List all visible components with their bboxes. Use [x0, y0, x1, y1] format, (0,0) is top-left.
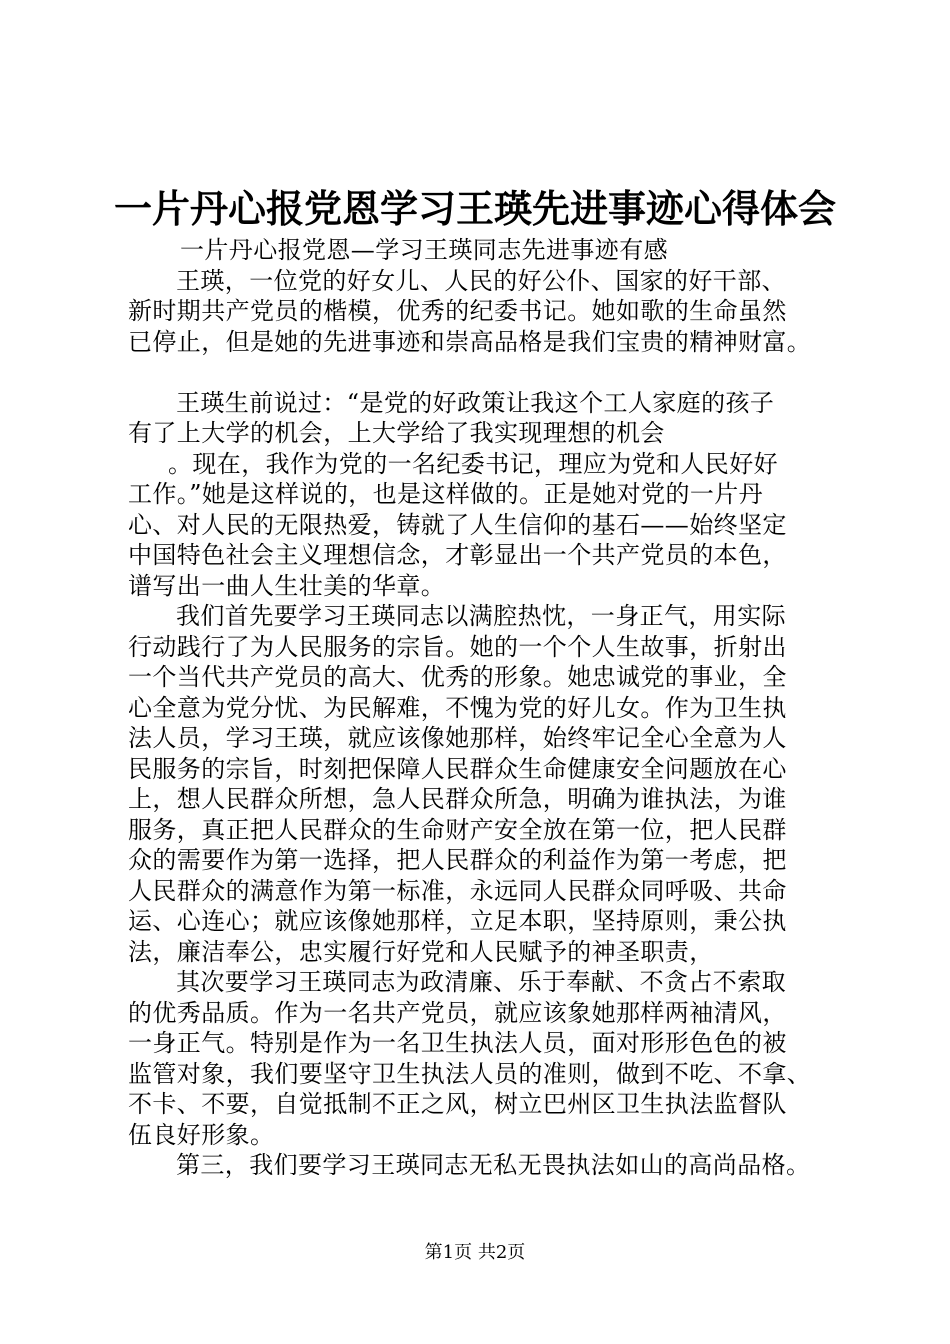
text-line: 新时期共产党员的楷模，优秀的纪委书记。她如歌的生命虽然 — [128, 297, 787, 325]
text-line: 一个当代共产党员的高大、优秀的形象。她忠诚党的事业，全 — [128, 663, 787, 691]
text-line: 我们首先要学习王瑛同志以满腔热忱，一身正气，用实际 — [176, 602, 786, 630]
document-title: 一片丹心报党恩学习王瑛先进事迹心得体会 — [113, 186, 836, 231]
text-line: 的优秀品质。作为一名共产党员，就应该象她那样两袖清风， — [128, 998, 787, 1027]
page-number: 第1页 共2页 — [424, 1242, 526, 1263]
text-line: 运、心连心；就应该像她那样，立足本职，坚持原则，秉公执 — [128, 907, 787, 935]
text-line: 有了上大学的机会，上大学给了我实现理想的机会 — [128, 419, 665, 447]
text-line: 法人员，学习王瑛，就应该像她那样，始终牢记全心全意为人 — [128, 724, 787, 752]
document-body — [128, 235, 858, 1181]
text-line: 中国特色社会主义理想信念，才彰显出一个共产党员的本色， — [128, 541, 787, 569]
text-line: 第三，我们要学习王瑛同志无私无畏执法如山的高尚品格。 — [176, 1151, 811, 1179]
text-line: 谱写出一曲人生壮美的华章。 — [128, 571, 446, 600]
text-line: 不卡、不要，自觉抵制不正之风，树立巴州区卫生执法监督队 — [128, 1090, 787, 1118]
text-line: 法，廉洁奉公，忠实履行好党和人民赋予的神圣职责， — [128, 937, 714, 966]
text-line: 众的需要作为第一选择，把人民群众的利益作为第一考虑，把 — [128, 846, 787, 874]
text-line: 行动践行了为人民服务的宗旨。她的一个个人生故事，折射出 — [128, 632, 787, 661]
text-line: 上，想人民群众所想，急人民群众所急，明确为谁执法，为谁 — [128, 785, 787, 813]
text-line: 。现在，我作为党的一名纪委书记，理应为党和人民好好 — [168, 449, 778, 478]
text-line: 一身正气。特别是作为一名卫生执法人员，面对形形色色的被 — [128, 1029, 787, 1057]
text-line: 心全意为党分忧、为民解难，不愧为党的好儿女。作为卫生执 — [128, 693, 787, 722]
text-line: 服务，真正把人民群众的生命财产安全放在第一位，把人民群 — [128, 815, 787, 844]
text-line: 已停止，但是她的先进事迹和崇高品格是我们宝贵的精神财富。 — [128, 327, 812, 356]
text-line: 王瑛，一位党的好女儿、人民的好公仆、国家的好干部、 — [176, 266, 786, 295]
text-line: 工作。”她是这样说的，也是这样做的。正是她对党的一片丹 — [128, 480, 764, 508]
text-line: 心、对人民的无限热爱，铸就了人生信仰的基石——始终坚定 — [128, 510, 787, 539]
text-line: 人民群众的满意作为第一标准，永远同人民群众同呼吸、共命 — [128, 876, 787, 905]
text-line: 其次要学习王瑛同志为政清廉、乐于奉献、不贪占不索取 — [176, 968, 786, 996]
text-line: 王瑛生前说过：“是党的好政策让我这个工人家庭的孩子 — [176, 388, 775, 417]
text-line: 伍良好形象。 — [128, 1120, 275, 1149]
text-line: 监管对象，我们要坚守卫生执法人员的准则，做到不吃、不拿、 — [128, 1059, 812, 1088]
subtitle-line: 一片丹心报党恩—学习王瑛同志先进事迹有感 — [180, 236, 668, 264]
text-line: 民服务的宗旨，时刻把保障人民群众生命健康安全问题放在心 — [128, 754, 787, 783]
blank-line — [128, 357, 858, 388]
